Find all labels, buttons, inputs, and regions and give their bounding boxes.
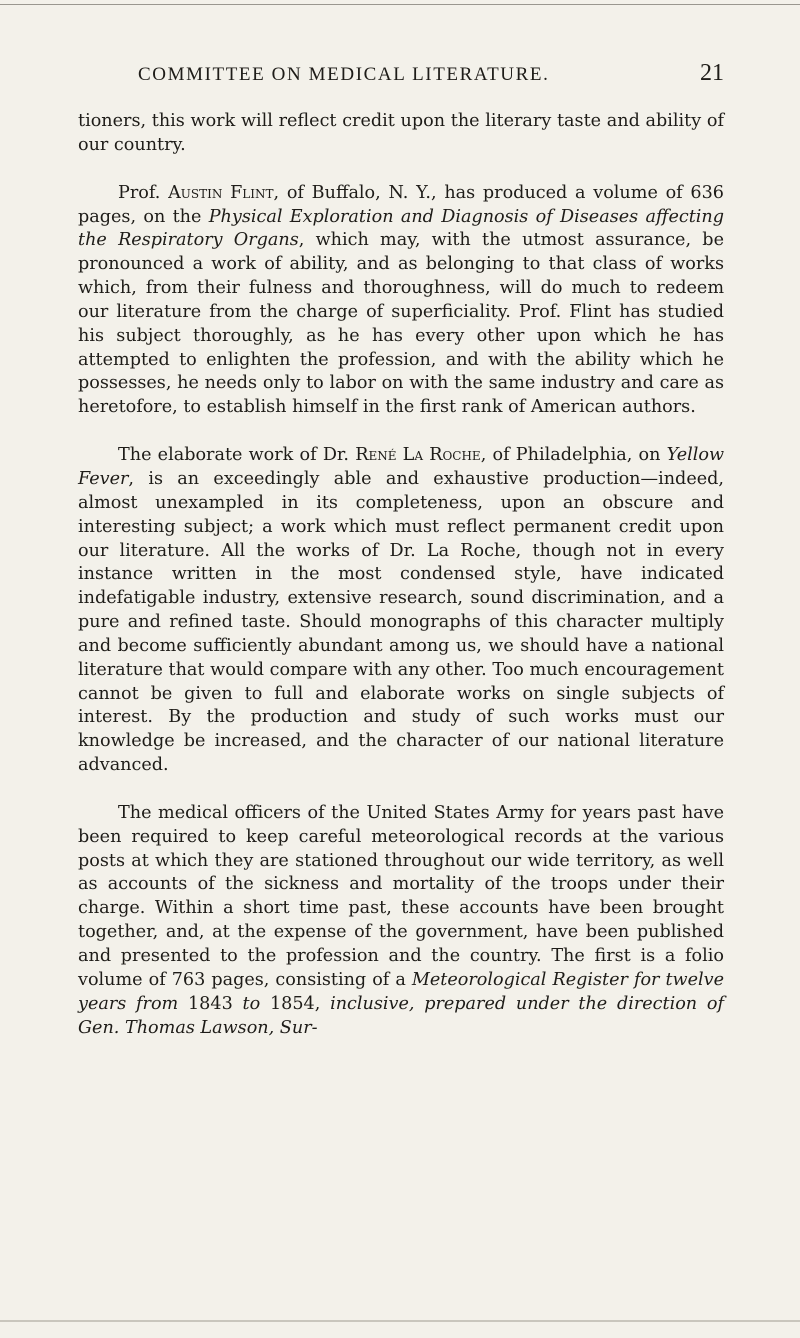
italic-title: Yellow Fever	[78, 445, 725, 489]
text-run: , is an exceedingly able and exhaustive production—indeed, almost unexampled in its completeness, upon an obscure and interesting subject; a work which must reflect permanent credit upon our literature. All the works of Dr. La Roche, though not in every instance written in the most condensed style, have indicated indefatigable industry, extensive research, sound discrimination, and a pure and refined taste. Should monographs of this character multiply and become sufficiently abundant among us, we should have a national literature that would compare with any other. Too much encouragement cannot be given to full and elaborate works on single subjects of interest. By the production and study of such works must our knowledge be increased, and the character of our national literature advanced.	[78, 468, 724, 776]
italic-title: inclusive, prepared under the direction of Gen. Thomas Lawson, Sur-	[78, 993, 724, 1038]
text-run: , which may, with the utmost assurance, be pronounced a work of ability, and as belonging to that class of works which, from their fulness and thoroughness, will do much to redeem our literature from the charge of superficiality. Prof. Flint has studied his subject thoroughly, as he has every other upon which he has attempted to enlighten the profession, and with the ability which he possesses, he needs only to labor on with the same industry and care as heretofore, to establish himself in the first rank of American authors.	[78, 230, 724, 418]
text-run: 1854,	[260, 993, 331, 1014]
paragraph	[78, 110, 724, 158]
italic-title: to	[242, 993, 261, 1014]
running-title: COMMITTEE ON MEDICAL LITERATURE.	[138, 64, 550, 85]
text-run: Prof.	[118, 182, 169, 203]
text-run: The elaborate work of Dr.	[118, 445, 356, 466]
bottom-edge-rule	[0, 1320, 800, 1322]
top-edge-rule	[0, 4, 800, 5]
paragraph	[78, 802, 724, 1040]
text-run: , of Philadelphia, on	[480, 445, 667, 466]
text-run: 1843	[178, 993, 243, 1014]
author-name: René La Roche	[355, 445, 481, 466]
text-run: The medical officers of the United States Army for years past have been required to keep careful meteorological records at the various posts at which they are stationed throughout our wide territory, as well as accounts of the sickness and mortality of the troops under their charge. Within a short time past, these accounts have been brought together, and, at the expense of the government, have been published and presented to the profession and the country. The first is a folio volume of 763 pages, consisting of a	[78, 802, 724, 990]
page-number: 21	[700, 60, 724, 86]
author-name: Austin Flint	[168, 182, 274, 203]
text-run: tioners, this work will reflect credit upon the literary taste and ability of our country.	[78, 111, 724, 155]
paragraph	[78, 182, 724, 420]
paragraph	[78, 444, 724, 778]
italic-title: Physical Exploration and Diagnosis of Diseases affecting the Respiratory Organs	[78, 206, 724, 251]
text-run: , of Buffalo, N. Y., has produced a volume of 636 pages, on the	[78, 182, 725, 227]
italic-title: Meteorological Register for twelve years from	[78, 969, 725, 1014]
body-text	[78, 110, 724, 1064]
running-head	[138, 60, 724, 94]
